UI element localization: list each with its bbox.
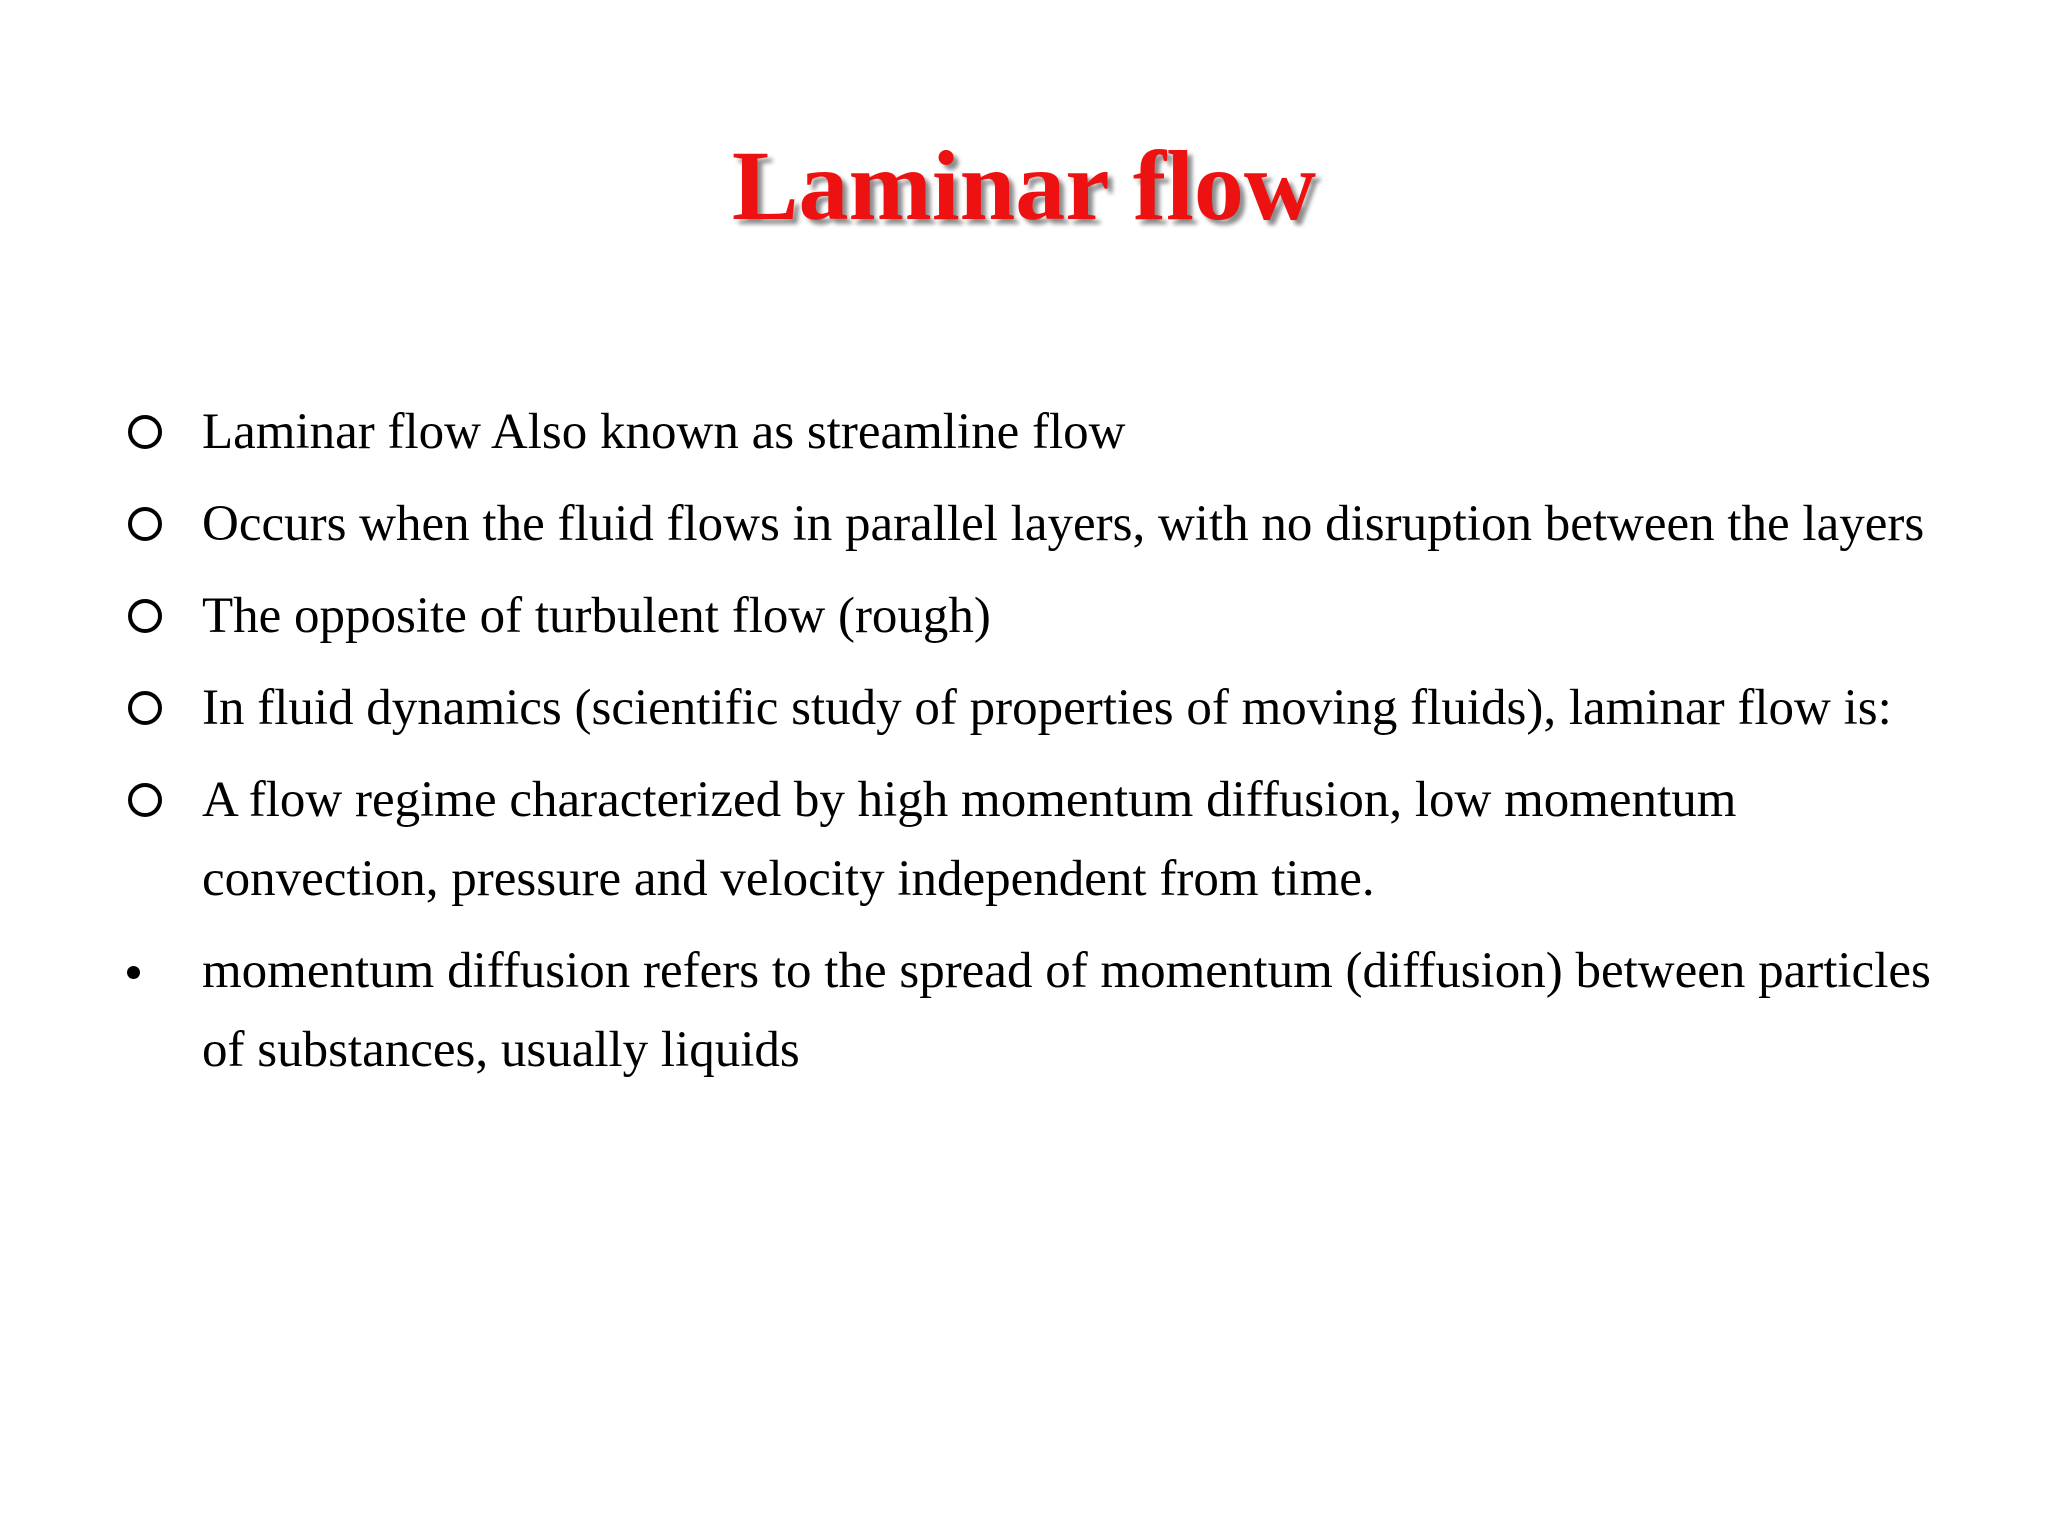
hollow-circle-bullet-icon [128, 599, 162, 633]
slide-title: Laminar flow [731, 130, 1317, 241]
solid-dot-bullet-icon [127, 966, 140, 979]
hollow-circle-bullet-icon [128, 415, 162, 449]
bullet-item [0, 393, 2048, 472]
bullet-item [0, 669, 2048, 748]
hollow-circle-bullet-icon [128, 691, 162, 725]
bullet-text: The opposite of turbulent flow (rough) [202, 588, 991, 644]
bullet-item [0, 932, 2048, 1090]
bullet-text: Occurs when the fluid flows in parallel layers, with no disruption between the layers [202, 496, 1925, 552]
bullet-item [0, 761, 2048, 919]
bullet-text: A flow regime characterized by high momentum diffusion, low momentum convection, pressure and velocity independent from time. [202, 772, 1737, 907]
bullet-item [0, 577, 2048, 656]
bullet-item [0, 485, 2048, 564]
hollow-circle-bullet-icon [128, 783, 162, 817]
hollow-circle-bullet-icon [128, 507, 162, 541]
bullet-text: In fluid dynamics (scientific study of properties of moving fluids), laminar flow is: [202, 680, 1892, 736]
bullet-text: momentum diffusion refers to the spread of momentum (diffusion) between particles of substances, usually liquids [202, 943, 1931, 1078]
bullet-text: Laminar flow Also known as streamline flow [202, 404, 1126, 460]
bullet-list [0, 393, 2048, 1103]
